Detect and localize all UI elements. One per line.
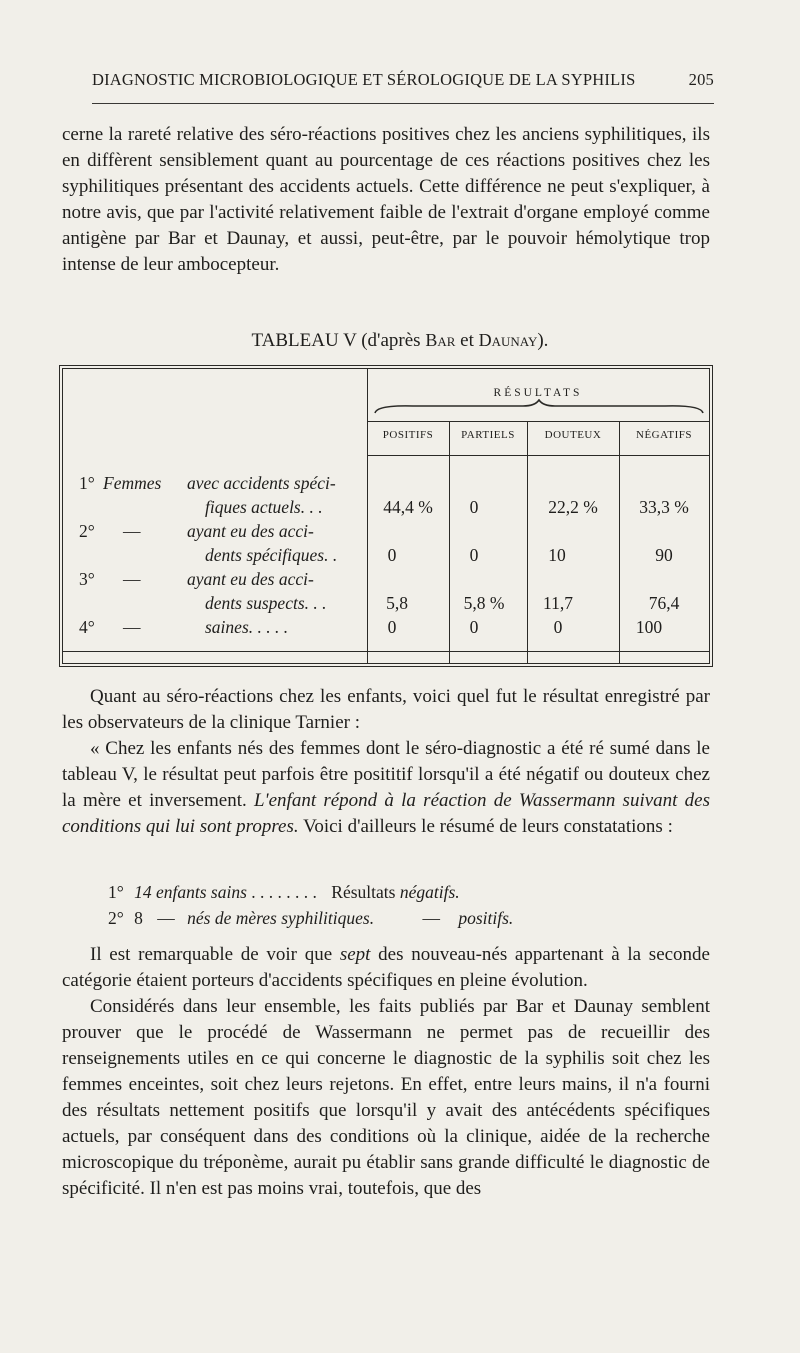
page-number: 205 bbox=[688, 70, 714, 89]
row-description-cont: fiques actuels. . . bbox=[205, 497, 323, 517]
paragraph-1 bbox=[62, 122, 710, 278]
cell-negatifs: 90 bbox=[655, 545, 673, 565]
row-description: saines. . . . . bbox=[205, 617, 289, 637]
paragraph-3 bbox=[62, 942, 710, 1202]
table-title-author1: Bar bbox=[425, 330, 456, 350]
row-number: 2° bbox=[79, 521, 95, 541]
table-divider bbox=[63, 651, 709, 652]
table-title-author2: Daunay bbox=[478, 330, 538, 350]
paragraph-3a-italic: sept bbox=[339, 944, 371, 965]
paragraph-2b bbox=[62, 736, 710, 840]
header-rule bbox=[92, 103, 714, 104]
col-header-positifs: POSITIFS bbox=[382, 429, 434, 441]
cell-positifs: 0 bbox=[387, 617, 397, 637]
row-description-cont: dents suspects. . . bbox=[205, 593, 327, 613]
paragraph-2b-italic: L'enfant répond à la réaction de Wassermann suivant des conditions qui lui sont propres. bbox=[62, 790, 711, 837]
table-title-et: et bbox=[460, 330, 474, 351]
finding-number: 2° bbox=[108, 908, 124, 928]
table-divider bbox=[367, 421, 709, 422]
row-ditto-dash: — bbox=[123, 569, 141, 589]
col-header-douteux: DOUTEUX bbox=[544, 429, 602, 441]
paragraph-3a-start: Il est remarquable de voir que bbox=[90, 944, 333, 965]
cell-negatifs: 100 bbox=[635, 617, 663, 637]
cell-positifs: 0 bbox=[387, 545, 397, 565]
results-group-header: RÉSULTATS bbox=[493, 387, 583, 399]
cell-partiels: 5,8 % bbox=[463, 593, 505, 613]
table-title bbox=[0, 330, 800, 352]
paragraph-3b: Considérés dans leur ensemble, les faits publiés par Bar et Daunay semblent prouver que le procédé de Wassermann ne permet pas de recueillir des renseignements utiles en ce qui concerne le diagnostic de la syphilis soit chez les femmes enceintes, soit chez leurs rejetons. En effet, entre leurs mains, il n'a fourni des résultats nettement positifs que lorsqu'il y avait des antécédents spécifiques actuels, par conséquent dans des conditions où la clinique, aidée de la recherche microscopique du tréponème, aurait pu établir sans grande difficulté le diagnostic de spécificité. Il n'en est pas moins vrai, toutefois, que des bbox=[62, 996, 710, 1199]
finding-leader-dots: . . . . . . . . bbox=[251, 882, 317, 902]
list-item bbox=[108, 882, 460, 903]
brace-icon bbox=[373, 399, 705, 415]
col-header-partiels: PARTIELS bbox=[461, 429, 515, 441]
row-number: 4° bbox=[79, 617, 95, 637]
paragraph-1-text: cerne la rareté relative des séro-réactions positives chez les anciens syphilitiques, ils en diffèrent sensiblement quant au pourcentage de ces réactions positives chez les syphilitiques présentant des accidents actuels. Cette différence ne peut s'expliquer, à notre avis, que par l'activité relativement faible de l'extrait d'organe employé comme antigène par Bar et Daunay, et aussi, peut-être, par le pouvoir hémolytique trop intense de leur ambocepteur. bbox=[62, 124, 710, 275]
paragraph-2a: Quant au séro-réactions chez les enfants, voici quel fut le résultat enregistré par les observateurs de la clinique Tarnier : bbox=[62, 686, 710, 733]
cell-douteux: 0 bbox=[553, 617, 563, 637]
table-divider bbox=[367, 455, 709, 456]
cell-partiels: 0 bbox=[469, 545, 479, 565]
cell-negatifs: 76,4 bbox=[648, 593, 680, 613]
table-title-prefix: TABLEAU V (d'après bbox=[251, 330, 421, 351]
row-subject: Femmes bbox=[103, 473, 162, 493]
table-title-suffix: ). bbox=[537, 330, 549, 351]
cell-partiels: 0 bbox=[469, 497, 479, 517]
finding-result-prefix: Résultats bbox=[331, 882, 396, 902]
cell-positifs: 5,8 bbox=[386, 593, 408, 613]
cell-partiels: 0 bbox=[469, 617, 479, 637]
running-title: DIAGNOSTIC MICROBIOLOGIQUE ET SÉROLOGIQUE DE LA SYPHILIS bbox=[92, 70, 636, 89]
finding-result-prefix: — bbox=[422, 908, 440, 928]
col-header-negatifs: NÉGATIFS bbox=[636, 429, 692, 441]
list-item bbox=[108, 908, 513, 929]
row-ditto-dash: — bbox=[123, 521, 141, 541]
cell-douteux: 10 bbox=[548, 545, 566, 565]
row-description: ayant eu des acci- bbox=[187, 569, 314, 589]
finding-result: négatifs. bbox=[399, 882, 460, 902]
row-number: 3° bbox=[79, 569, 95, 589]
cell-negatifs: 33,3 % bbox=[639, 497, 689, 517]
results-table bbox=[62, 368, 710, 664]
finding-ditto-dash: — bbox=[157, 908, 175, 928]
finding-label: enfants sains bbox=[156, 882, 247, 902]
finding-count: 8 bbox=[134, 908, 143, 928]
row-ditto-dash: — bbox=[123, 617, 141, 637]
finding-number: 1° bbox=[108, 882, 124, 902]
row-description: ayant eu des acci- bbox=[187, 521, 314, 541]
row-number: 1° bbox=[79, 473, 95, 493]
row-description: avec accidents spéci- bbox=[187, 473, 336, 493]
finding-label: nés de mères syphilitiques. bbox=[187, 908, 375, 928]
finding-result: positifs. bbox=[458, 908, 514, 928]
row-description-cont: dents spécifiques. . bbox=[205, 545, 338, 565]
cell-douteux: 22,2 % bbox=[548, 497, 598, 517]
cell-douteux: 11,7 bbox=[543, 593, 573, 613]
paragraph-2b-roman: « Chez les enfants nés des femmes dont le séro-diagnostic a été ré sumé dans le tableau V, le résultat peut parfois être posititif lorsqu'il a été négatif ou douteux chez la mère et inversement. bbox=[62, 738, 710, 811]
paragraph-2b-end: Voici d'ailleurs le résumé de leurs constatations : bbox=[303, 816, 673, 837]
paragraph-3a bbox=[62, 942, 710, 994]
finding-count: 14 bbox=[134, 882, 152, 902]
paragraph-2 bbox=[62, 684, 710, 840]
paragraph-3a-end: des nouveau-nés appartenant à la seconde catégorie étaient porteurs d'accidents spécifiques en pleine évolution. bbox=[62, 944, 710, 991]
cell-positifs: 44,4 % bbox=[383, 497, 433, 517]
